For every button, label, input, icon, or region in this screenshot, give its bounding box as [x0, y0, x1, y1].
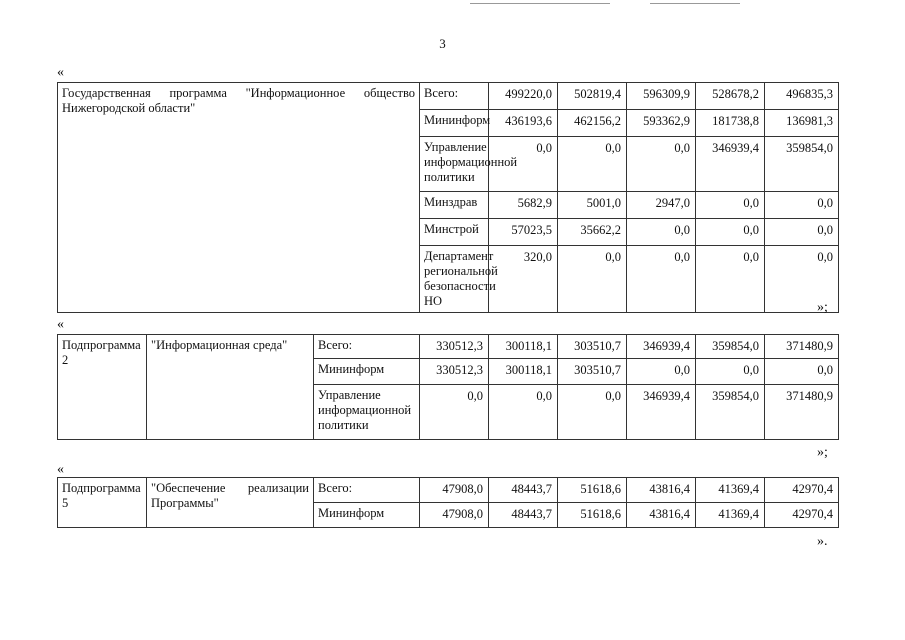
- cell-value: 0,0: [696, 246, 765, 313]
- row-label: Минстрой: [420, 219, 489, 246]
- table-subprogram-2: [57, 334, 839, 440]
- cell-value: 593362,9: [627, 110, 696, 137]
- cell-value: 330512,3: [420, 335, 489, 359]
- cell-value: 48443,7: [489, 478, 558, 503]
- row-label: Управление информационной политики: [420, 137, 489, 192]
- cell-value: 436193,6: [489, 110, 558, 137]
- cell-value: 371480,9: [765, 335, 839, 359]
- cell-value: 528678,2: [696, 83, 765, 110]
- top-scan-line-left: [470, 3, 610, 4]
- cell-value: 359854,0: [696, 335, 765, 359]
- row-label: Минздрав: [420, 192, 489, 219]
- close-quote-1: »;: [817, 300, 828, 315]
- cell-value: 0,0: [558, 137, 627, 192]
- cell-value: 0,0: [765, 359, 839, 385]
- cell-value: 499220,0: [489, 83, 558, 110]
- cell-value: 346939,4: [627, 385, 696, 440]
- open-quote-3: «: [57, 462, 64, 477]
- open-quote-1: «: [57, 65, 64, 80]
- cell-value: 0,0: [558, 246, 627, 313]
- cell-value: 0,0: [627, 246, 696, 313]
- cell-value: 371480,9: [765, 385, 839, 440]
- open-quote-2: «: [57, 317, 64, 332]
- row-label: Всего:: [314, 335, 420, 359]
- cell-value: 42970,4: [765, 503, 839, 528]
- cell-value: 0,0: [765, 219, 839, 246]
- cell-value: 0,0: [420, 385, 489, 440]
- cell-value: 42970,4: [765, 478, 839, 503]
- cell-value: 496835,3: [765, 83, 839, 110]
- cell-value: 346939,4: [627, 335, 696, 359]
- cell-value: 303510,7: [558, 359, 627, 385]
- row-label: Департамент региональной безопасности НО: [420, 246, 489, 313]
- cell-value: 0,0: [558, 385, 627, 440]
- cell-value: 57023,5: [489, 219, 558, 246]
- cell-value: 48443,7: [489, 503, 558, 528]
- cell-value: 0,0: [627, 359, 696, 385]
- cell-value: 0,0: [696, 192, 765, 219]
- cell-value: 41369,4: [696, 478, 765, 503]
- cell-value: 51618,6: [558, 503, 627, 528]
- cell-value: 43816,4: [627, 478, 696, 503]
- table-subprogram-5: [57, 477, 839, 528]
- cell-value: 320,0: [489, 246, 558, 313]
- table-row: [58, 83, 839, 110]
- subprogram-number: Подпрограмма 2: [58, 335, 147, 440]
- page-number: 3: [439, 36, 446, 51]
- cell-value: 5001,0: [558, 192, 627, 219]
- cell-value: 0,0: [696, 359, 765, 385]
- subprogram-name: "Информационная среда": [147, 335, 314, 440]
- cell-value: 136981,3: [765, 110, 839, 137]
- cell-value: 47908,0: [420, 478, 489, 503]
- cell-value: 596309,9: [627, 83, 696, 110]
- cell-value: 43816,4: [627, 503, 696, 528]
- top-scan-line-right: [650, 3, 740, 4]
- cell-value: 346939,4: [696, 137, 765, 192]
- cell-value: 2947,0: [627, 192, 696, 219]
- cell-value: 300118,1: [489, 335, 558, 359]
- row-label: Мининформ: [314, 359, 420, 385]
- close-quote-3: ».: [817, 534, 828, 549]
- cell-value: 0,0: [489, 137, 558, 192]
- subprogram-name: "Обеспечение реализации Программы": [147, 478, 314, 528]
- cell-value: 5682,9: [489, 192, 558, 219]
- cell-value: 300118,1: [489, 359, 558, 385]
- cell-value: 303510,7: [558, 335, 627, 359]
- cell-value: 47908,0: [420, 503, 489, 528]
- row-label: Всего:: [420, 83, 489, 110]
- cell-value: 462156,2: [558, 110, 627, 137]
- table-row: [58, 335, 839, 359]
- cell-value: 0,0: [627, 137, 696, 192]
- subprogram-number: Подпрограмма 5: [58, 478, 147, 528]
- cell-value: 0,0: [627, 219, 696, 246]
- cell-value: 359854,0: [765, 137, 839, 192]
- cell-value: 41369,4: [696, 503, 765, 528]
- close-quote-2: »;: [817, 445, 828, 460]
- cell-value: 0,0: [765, 246, 839, 313]
- row-label: Мининформ: [314, 503, 420, 528]
- cell-value: 0,0: [696, 219, 765, 246]
- cell-value: 0,0: [765, 192, 839, 219]
- cell-value: 330512,3: [420, 359, 489, 385]
- table-row: [58, 478, 839, 503]
- cell-value: 35662,2: [558, 219, 627, 246]
- cell-value: 0,0: [489, 385, 558, 440]
- table-state-program: [57, 82, 839, 313]
- row-label: Всего:: [314, 478, 420, 503]
- row-label: Управление информационной политики: [314, 385, 420, 440]
- cell-value: 181738,8: [696, 110, 765, 137]
- cell-value: 359854,0: [696, 385, 765, 440]
- row-label: Мининформ: [420, 110, 489, 137]
- cell-value: 502819,4: [558, 83, 627, 110]
- state-program-title: Государственная программа "Информационное общество Нижегородской области": [58, 83, 420, 313]
- cell-value: 51618,6: [558, 478, 627, 503]
